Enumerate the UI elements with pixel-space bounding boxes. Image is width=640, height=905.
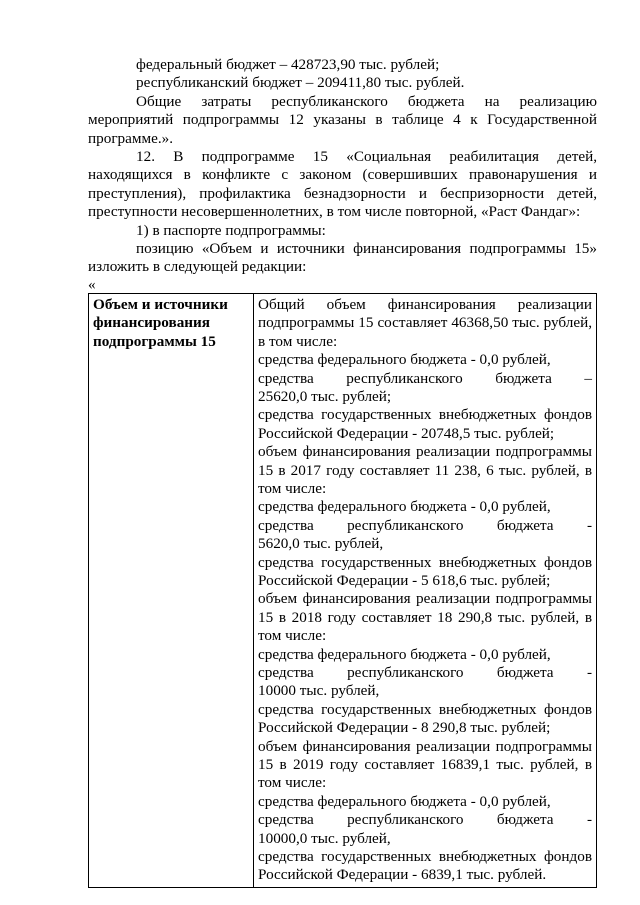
table-content-line: 15 в 2019 году составляет 16839,1 тыс. рублей, в xyxy=(258,756,592,774)
table-content-line: том числе: xyxy=(258,774,327,792)
table-content-line: в том числе: xyxy=(258,332,338,350)
subitem-1-paragraph: 1) в паспорте подпрограммы: xyxy=(136,221,326,239)
item-12-paragraph: 12. В подпрограмме 15 «Социальная реабилитация детей, находящихся в конфликте с законом (совершивших правонарушения и преступления), профилактика безнадзорности и беспризорности детей, преступности несовершеннолетних, в том числе повторной, «Раст Фандаг»: xyxy=(88,148,597,221)
financing-table xyxy=(88,293,597,888)
table-content-line: Общий объем финансирования реализации xyxy=(258,295,592,313)
table-content-line: средства республиканского бюджета - xyxy=(258,664,592,681)
table-content-line: 25620,0 тыс. рублей; xyxy=(258,387,392,405)
table-content-line: 10000,0 тыс. рублей, xyxy=(258,829,391,847)
position-paragraph: позицию «Объем и источники финансирования подпрограммы 15» изложить в следующей редакции: xyxy=(88,240,597,276)
table-content-line: Российской Федерации - 6839,1 тыс. рублей. xyxy=(258,866,547,884)
table-content-line: средства федерального бюджета - 0,0 рублей, xyxy=(258,498,551,516)
table-row xyxy=(89,293,597,887)
table-content-line: объем финансирования реализации подпрограммы xyxy=(258,737,592,755)
table-content-cell xyxy=(254,293,597,887)
opening-quote: « xyxy=(88,275,96,293)
republic-budget-line: республиканский бюджет – 209411,80 тыс. рублей. xyxy=(136,74,465,92)
table-content-line: средства государственных внебюджетных фондов xyxy=(258,406,592,424)
table-content-line: 15 в 2018 году составляет 18 290,8 тыс. рублей, в xyxy=(258,608,592,626)
total-costs-paragraph: Общие затраты республиканского бюджета на реализацию мероприятий подпрограммы 12 указаны в таблице 4 к Государственной программе.». xyxy=(88,92,597,147)
table-content-line: средства государственных внебюджетных фондов xyxy=(258,848,592,866)
table-content-line: средства федерального бюджета - 0,0 рублей, xyxy=(258,645,551,663)
table-content-line: том числе: xyxy=(258,479,327,497)
table-content-line: 5620,0 тыс. рублей, xyxy=(258,535,384,553)
table-content-line: объем финансирования реализации подпрограммы xyxy=(258,590,592,608)
table-content-line: средства государственных внебюджетных фондов xyxy=(258,700,592,718)
table-content-line: средства государственных внебюджетных фондов xyxy=(258,553,592,571)
table-content-line: Российской Федерации - 5 618,6 тыс. рублей; xyxy=(258,571,551,589)
table-content-line: Российской Федерации - 20748,5 тыс. рублей; xyxy=(258,424,555,442)
table-content-line: Российской Федерации - 8 290,8 тыс. рублей; xyxy=(258,719,551,737)
table-content-line: 10000 тыс. рублей, xyxy=(258,682,380,700)
table-content-line: средства федерального бюджета - 0,0 рублей, xyxy=(258,792,551,810)
federal-budget-line: федеральный бюджет – 428723,90 тыс. рублей; xyxy=(136,56,440,73)
table-content-line: средства федерального бюджета - 0,0 рублей, xyxy=(258,351,551,369)
table-label-cell: Объем и источники финансирования подпрограммы 15 xyxy=(89,293,254,887)
document-page xyxy=(88,56,597,888)
table-content-line: средства республиканского бюджета - xyxy=(258,811,592,829)
table-content-line: объем финансирования реализации подпрограммы xyxy=(258,443,592,461)
table-content-line: 15 в 2017 году составляет 11 238, 6 тыс. рублей, в xyxy=(258,461,592,479)
table-content-line: средства республиканского бюджета – xyxy=(258,369,592,387)
table-content-line: том числе: xyxy=(258,627,327,645)
table-content-line: подпрограммы 15 составляет 46368,50 тыс. рублей, xyxy=(258,314,592,332)
table-content-line: средства республиканского бюджета - xyxy=(258,516,592,534)
